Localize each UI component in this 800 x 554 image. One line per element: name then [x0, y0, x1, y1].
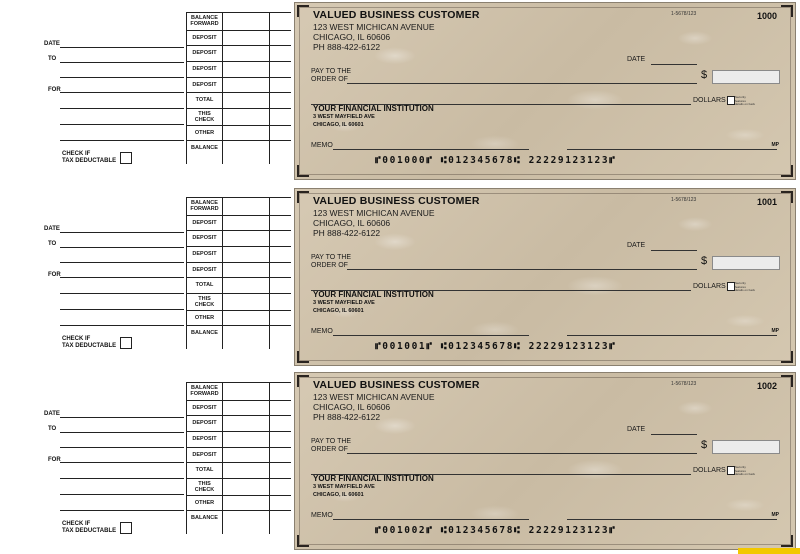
- dollars-label: DOLLARS: [693, 283, 726, 290]
- register-row[interactable]: [187, 246, 291, 263]
- register-row-label: TOTAL: [195, 282, 214, 288]
- corner-ornament: [297, 5, 309, 17]
- stub-for-line-4[interactable]: [60, 325, 184, 326]
- stub-for-line-2[interactable]: [60, 293, 184, 294]
- stub-for-line-4[interactable]: [60, 140, 184, 141]
- stub-to-label: TO: [48, 241, 57, 247]
- stub-for-line-3[interactable]: [60, 124, 184, 125]
- register-row[interactable]: [187, 92, 291, 109]
- bank-name: YOUR FINANCIAL INSTITUTION: [313, 474, 434, 483]
- amount-box[interactable]: [712, 70, 780, 84]
- tax-deductable-label-2: TAX DEDUCTABLE: [62, 343, 117, 349]
- stub-to-line-2[interactable]: [60, 262, 184, 263]
- tax-deductable-label-1: CHECK IF: [62, 521, 91, 527]
- company-name: VALUED BUSINESS CUSTOMER: [313, 379, 480, 391]
- bank-street: 3 WEST MAYFIELD AVE: [313, 300, 375, 306]
- pay-to-label-2: ORDER OF: [311, 262, 348, 269]
- register-row[interactable]: [187, 61, 291, 78]
- register-row[interactable]: [187, 277, 291, 294]
- register-row-label: BALANCE FORWARD: [190, 385, 219, 397]
- register-row[interactable]: [187, 400, 291, 416]
- corner-ornament: [297, 191, 309, 203]
- check-number: 1001: [756, 197, 777, 207]
- memo-label: MEMO: [311, 142, 333, 149]
- register-row[interactable]: [187, 382, 291, 401]
- stub-date-line[interactable]: [60, 47, 184, 48]
- payee-line[interactable]: [347, 453, 697, 454]
- security-lock-icon: [727, 96, 735, 105]
- register-row-label: BALANCE: [191, 330, 218, 336]
- check-stub: [0, 185, 292, 369]
- register-grid: [186, 12, 291, 164]
- bank-city: CHICAGO, IL 60601: [313, 492, 364, 498]
- signature-line[interactable]: [567, 335, 777, 336]
- check-number: 1002: [756, 381, 777, 391]
- stub-to-line[interactable]: [60, 247, 184, 248]
- register-row[interactable]: [187, 431, 291, 448]
- tax-deductable-label-1: CHECK IF: [62, 151, 91, 157]
- date-line[interactable]: [651, 64, 697, 65]
- corner-ornament: [781, 351, 793, 363]
- register-row-label: DEPOSIT: [192, 66, 217, 72]
- pay-to-label-2: ORDER OF: [311, 76, 348, 83]
- register-row-label: DEPOSIT: [192, 220, 217, 226]
- tax-deductable-checkbox[interactable]: [120, 337, 132, 349]
- signature-line[interactable]: [567, 149, 777, 150]
- register-row[interactable]: [187, 45, 291, 62]
- register-row[interactable]: [187, 230, 291, 247]
- register-row[interactable]: [187, 415, 291, 432]
- date-label: DATE: [627, 426, 646, 433]
- dollars-label: DOLLARS: [693, 97, 726, 104]
- micr-line: ⑈001001⑈ ⑆012345678⑆ 22229123123⑈: [375, 341, 617, 352]
- register-row-label: DEPOSIT: [192, 436, 217, 442]
- bank-street: 3 WEST MAYFIELD AVE: [313, 114, 375, 120]
- tax-deductable-checkbox[interactable]: [120, 152, 132, 164]
- register-row-label: TOTAL: [195, 467, 214, 473]
- dollar-sign: $: [701, 439, 708, 451]
- stub-for-label: FOR: [48, 87, 61, 93]
- stub-to-label: TO: [48, 426, 57, 432]
- stub-to-line[interactable]: [60, 432, 184, 433]
- register-row-label: BALANCE FORWARD: [190, 200, 219, 212]
- date-line[interactable]: [651, 434, 697, 435]
- business-check: [294, 2, 796, 180]
- stub-for-line-2[interactable]: [60, 108, 184, 109]
- register-row[interactable]: [187, 215, 291, 231]
- check-number: 1000: [756, 11, 777, 21]
- register-row-label: DEPOSIT: [192, 420, 217, 426]
- pay-to-label-1: PAY TO THE: [311, 254, 352, 261]
- amount-box[interactable]: [712, 256, 780, 270]
- check-stub: [0, 0, 292, 184]
- stub-date-label: DATE: [44, 41, 60, 47]
- dollar-sign: $: [701, 69, 708, 81]
- register-row[interactable]: [187, 462, 291, 479]
- register-row-label: DEPOSIT: [192, 50, 217, 56]
- accent-bar: [738, 548, 800, 554]
- register-row[interactable]: [187, 495, 291, 511]
- security-lock-icon: [727, 466, 735, 475]
- register-row-label: DEPOSIT: [192, 235, 217, 241]
- company-phone: PH 888-422-6122: [313, 412, 381, 422]
- micr-line: ⑈001002⑈ ⑆012345678⑆ 22229123123⑈: [375, 525, 617, 536]
- check-stub: [0, 370, 292, 554]
- corner-ornament: [297, 535, 309, 547]
- company-city: CHICAGO, IL 60606: [313, 218, 391, 228]
- register-row-label: DEPOSIT: [192, 82, 217, 88]
- stub-to-line-2[interactable]: [60, 77, 184, 78]
- stub-for-label: FOR: [48, 272, 61, 278]
- corner-ornament: [297, 351, 309, 363]
- bank-name: YOUR FINANCIAL INSTITUTION: [313, 290, 434, 299]
- register-row-label: TOTAL: [195, 97, 214, 103]
- register-row-label: DEPOSIT: [192, 35, 217, 41]
- pay-to-label-1: PAY TO THE: [311, 438, 352, 445]
- company-phone: PH 888-422-6122: [313, 42, 381, 52]
- register-row[interactable]: [187, 293, 291, 311]
- tax-deductable-label-1: CHECK IF: [62, 336, 91, 342]
- stub-date-label: DATE: [44, 226, 60, 232]
- register-row-label: THIS CHECK: [194, 111, 215, 123]
- bank-city: CHICAGO, IL 60601: [313, 122, 364, 128]
- register-row-label: OTHER: [194, 315, 215, 321]
- security-features-note: Security features details on back: [735, 465, 756, 476]
- stub-to-label: TO: [48, 56, 57, 62]
- stub-to-line[interactable]: [60, 62, 184, 63]
- stub-to-line-2[interactable]: [60, 447, 184, 448]
- company-street: 123 WEST MICHICAN AVENUE: [313, 392, 435, 402]
- amount-box[interactable]: [712, 440, 780, 454]
- company-name: VALUED BUSINESS CUSTOMER: [313, 9, 480, 21]
- stub-for-line-3[interactable]: [60, 494, 184, 495]
- mp-mark: MP: [771, 142, 779, 148]
- tax-deductable-checkbox[interactable]: [120, 522, 132, 534]
- memo-line[interactable]: [333, 149, 529, 150]
- routing-fraction: 1-5678/123: [671, 11, 697, 17]
- pay-to-label-1: PAY TO THE: [311, 68, 352, 75]
- company-name: VALUED BUSINESS CUSTOMER: [313, 195, 480, 207]
- memo-line[interactable]: [333, 335, 529, 336]
- pay-to-label-2: ORDER OF: [311, 446, 348, 453]
- stub-for-line-4[interactable]: [60, 510, 184, 511]
- register-row[interactable]: [187, 12, 291, 31]
- business-check: [294, 372, 796, 550]
- payee-line[interactable]: [347, 269, 697, 270]
- stub-for-label: FOR: [48, 457, 61, 463]
- date-label: DATE: [627, 56, 646, 63]
- register-row[interactable]: [187, 510, 291, 541]
- security-lock-icon: [727, 282, 735, 291]
- register-row-label: DEPOSIT: [192, 267, 217, 273]
- register-row-label: THIS CHECK: [194, 296, 215, 308]
- register-row-label: BALANCE: [191, 515, 218, 521]
- register-row[interactable]: [187, 108, 291, 126]
- register-row-label: DEPOSIT: [192, 405, 217, 411]
- register-row[interactable]: [187, 77, 291, 93]
- bank-city: CHICAGO, IL 60601: [313, 308, 364, 314]
- register-row[interactable]: [187, 447, 291, 463]
- dollars-label: DOLLARS: [693, 467, 726, 474]
- corner-ornament: [297, 375, 309, 387]
- micr-line: ⑈001000⑈ ⑆012345678⑆ 22229123123⑈: [375, 155, 617, 166]
- corner-ornament: [781, 375, 793, 387]
- stub-for-line[interactable]: [60, 92, 184, 93]
- security-features-note: Security features details on back: [735, 281, 756, 292]
- register-grid: [186, 197, 291, 349]
- register-row-label: THIS CHECK: [194, 481, 215, 493]
- register-row[interactable]: [187, 478, 291, 496]
- date-line[interactable]: [651, 250, 697, 251]
- memo-line[interactable]: [333, 519, 529, 520]
- mp-mark: MP: [771, 328, 779, 334]
- register-row-label: OTHER: [194, 500, 215, 506]
- stub-date-label: DATE: [44, 411, 60, 417]
- stub-for-line[interactable]: [60, 462, 184, 463]
- memo-label: MEMO: [311, 328, 333, 335]
- company-street: 123 WEST MICHICAN AVENUE: [313, 22, 435, 32]
- corner-ornament: [297, 165, 309, 177]
- register-row[interactable]: [187, 125, 291, 141]
- company-street: 123 WEST MICHICAN AVENUE: [313, 208, 435, 218]
- signature-line[interactable]: [567, 519, 777, 520]
- register-row-label: DEPOSIT: [192, 452, 217, 458]
- stub-for-line-3[interactable]: [60, 309, 184, 310]
- stub-for-line[interactable]: [60, 277, 184, 278]
- stub-date-line[interactable]: [60, 232, 184, 233]
- stub-for-line-2[interactable]: [60, 478, 184, 479]
- memo-label: MEMO: [311, 512, 333, 519]
- register-grid: [186, 382, 291, 534]
- mp-mark: MP: [771, 512, 779, 518]
- bank-street: 3 WEST MAYFIELD AVE: [313, 484, 375, 490]
- security-features-note: Security features details on back: [735, 95, 756, 106]
- register-row[interactable]: [187, 262, 291, 278]
- company-city: CHICAGO, IL 60606: [313, 32, 391, 42]
- stub-date-line[interactable]: [60, 417, 184, 418]
- corner-ornament: [781, 5, 793, 17]
- company-phone: PH 888-422-6122: [313, 228, 381, 238]
- register-row-label: OTHER: [194, 130, 215, 136]
- corner-ornament: [781, 191, 793, 203]
- routing-fraction: 1-5678/123: [671, 197, 697, 203]
- corner-ornament: [781, 165, 793, 177]
- register-row-label: DEPOSIT: [192, 251, 217, 257]
- tax-deductable-label-2: TAX DEDUCTABLE: [62, 528, 117, 534]
- date-label: DATE: [627, 242, 646, 249]
- payee-line[interactable]: [347, 83, 697, 84]
- corner-ornament: [781, 535, 793, 547]
- dollar-sign: $: [701, 255, 708, 267]
- register-row[interactable]: [187, 325, 291, 356]
- tax-deductable-label-2: TAX DEDUCTABLE: [62, 158, 117, 164]
- register-row-label: BALANCE FORWARD: [190, 15, 219, 27]
- business-check: [294, 188, 796, 366]
- bank-name: YOUR FINANCIAL INSTITUTION: [313, 104, 434, 113]
- register-row-label: BALANCE: [191, 145, 218, 151]
- register-row[interactable]: [187, 30, 291, 46]
- register-row[interactable]: [187, 197, 291, 216]
- routing-fraction: 1-5678/123: [671, 381, 697, 387]
- company-city: CHICAGO, IL 60606: [313, 402, 391, 412]
- register-row[interactable]: [187, 140, 291, 171]
- register-row[interactable]: [187, 310, 291, 326]
